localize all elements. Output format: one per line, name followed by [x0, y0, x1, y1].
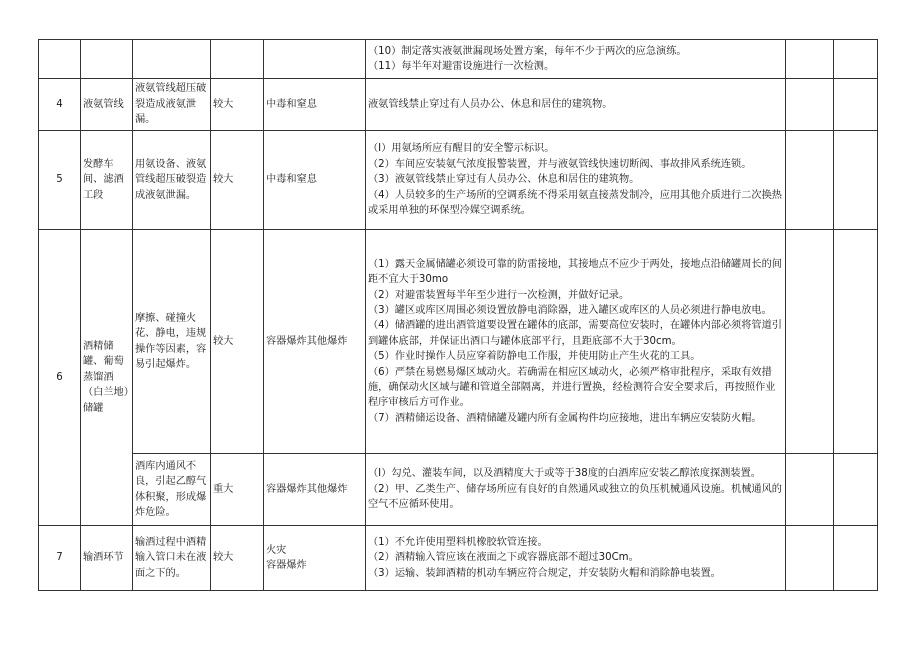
measure-item: （4）人员较多的生产场所的空调系统不得采用氨直接蒸发制冷，应用其他介质进行二次换热或采用单独的环保型冷媒空调系统。: [368, 189, 782, 217]
measure-item: （11）每半年对避雷设施进行一次检测。: [368, 61, 555, 72]
cause-cell: 输酒过程中酒精输入管口未在液面之下的。: [133, 526, 211, 591]
row-number: 5: [39, 131, 81, 230]
blank-cell: [786, 526, 834, 591]
blank-cell: [834, 40, 878, 79]
risk-level-cell: [211, 40, 264, 79]
measure-item: （2）甲、乙类生产、储存场所应有良好的自然通风或独立的负压机械通风设施。机械通风的空气不应循环使用。: [368, 483, 782, 511]
blank-cell: [786, 454, 834, 526]
blank-cell: [786, 131, 834, 230]
cause-cell: 用氨设备、液氨管线超压破裂造成液氨泄漏。: [133, 131, 211, 230]
measures-cell: [366, 40, 786, 79]
measure-item: （I）用氨场所应有醒目的安全警示标识。: [368, 143, 555, 155]
measure-item: （I）勾兑、灌装车间，以及酒精度大于或等于38度的白酒库应安装乙醇浓度探测装置。: [368, 468, 761, 480]
measure-item: 液氨管线禁止穿过有人员办公、休息和居住的建筑物。: [368, 98, 613, 110]
measure-item: （4）储酒罐的进出酒管道要设置在罐体的底部，需要高位安装时，在罐体内部必须将管道引到罐体底部，并保证出酒口与罐体底部平行，且距底部不大于30cm。: [368, 320, 782, 347]
table-row: [39, 454, 878, 526]
measures-cell: [366, 131, 786, 230]
blank-cell: [786, 79, 834, 131]
cause-cell: 摩擦、碰撞火花、静电，违规操作等因素，容易引起爆炸。: [133, 230, 211, 454]
row-number: [39, 40, 81, 79]
measure-item: （6）严禁在易燃易爆区域动火。若确需在相应区域动火，必须严格审批程序，采取有效措施，确保动火区域与罐和管道全部隔离，并进行置换，经检测符合安全要求后，再按照作业程序审核后方可作业。: [368, 366, 776, 409]
table-row: [39, 526, 878, 591]
accident-type-line: 火灾: [266, 544, 287, 556]
measure-item: （3）液氨管线禁止穿过有人员办公、休息和居住的建筑物。: [368, 174, 640, 186]
table-row: [39, 131, 878, 230]
risk-level-cell: 较大: [211, 79, 264, 131]
risk-level-cell: 较大: [211, 131, 264, 230]
table-row: [39, 230, 878, 454]
accident-type-cell: 中毒和窒息: [264, 79, 366, 131]
blank-cell: [834, 131, 878, 230]
blank-cell: [834, 79, 878, 131]
measures-cell: [366, 230, 786, 454]
risk-level-cell: 较大: [211, 230, 264, 454]
measure-item: （1）不允许使用塑料机橡胶软管连接。: [368, 536, 548, 548]
table-row: [39, 40, 878, 79]
measure-item: （10）制定落实液氨泄漏现场处置方案，每年不少于两次的应急演练。: [368, 45, 687, 57]
blank-cell: [786, 230, 834, 454]
location-cell: [81, 40, 133, 79]
measures-cell: [366, 79, 786, 131]
accident-type-cell: [264, 40, 366, 79]
measure-item: （2）酒精输入管应该在液面之下或容器底部不超过30Cm。: [368, 552, 639, 564]
blank-cell: [834, 454, 878, 526]
accident-type-cell: 容器爆炸其他爆炸: [264, 230, 366, 454]
measures-cell: [366, 454, 786, 526]
blank-cell: [786, 40, 834, 79]
cause-cell: 液氨管线超压破裂造成液氨泄漏。: [133, 79, 211, 131]
measure-item: （1）露天金属储罐必须设可靠的防雷接地，其接地点不应少于两处，接地点沿储罐周长的间距不宜大于30mo: [368, 258, 782, 286]
measure-item: （7）酒精储运设备、酒精储罐及罐内所有金属构件均应接地，进出车辆应安装防火帽。: [368, 412, 762, 424]
blank-cell: [834, 230, 878, 454]
risk-level-cell: 较大: [211, 526, 264, 591]
cause-cell: 酒库内通风不良，引起乙醇气体积聚，形成爆炸危险。: [133, 454, 211, 526]
risk-level-cell: 重大: [211, 454, 264, 526]
measure-item: （2）车间应安装氨气浓度报警装置，并与液氨管线快速切断阀、事故排风系统连锁。: [368, 158, 752, 170]
accident-type-cell: 容器爆炸其他爆炸: [264, 454, 366, 526]
location-cell: 发酵车间、滤酒工段: [81, 131, 133, 230]
cause-cell: [133, 40, 211, 79]
accident-type-line: 容器爆炸: [266, 560, 307, 571]
location-cell: 输酒环节: [81, 526, 133, 591]
measure-item: （3）罐区或库区周围必须设置放静电消除器，进入罐区或库区的人员必须进行静电放电。: [368, 304, 772, 316]
accident-type-cell: [264, 526, 366, 591]
measure-item: （5）作业时操作人员应穿着防静电工作服，并使用防止产生火花的工具。: [368, 351, 701, 363]
measure-item: （3）运输、装卸酒精的机动车辆应符合规定，并安装防火帽和消除静电装置。: [368, 567, 721, 579]
row-number: 7: [39, 526, 81, 591]
location-cell: 酒精储罐、葡萄蒸馏酒（白兰地）储罐: [81, 230, 133, 526]
blank-cell: [834, 526, 878, 591]
measure-item: （2）对避雷装置每半年至少进行一次检测，并做好记录。: [368, 289, 630, 301]
measures-cell: [366, 526, 786, 591]
risk-table: [38, 39, 878, 591]
location-cell: 液氨管线: [81, 79, 133, 131]
accident-type-cell: 中毒和窒息: [264, 131, 366, 230]
table-row: [39, 79, 878, 131]
row-number: 6: [39, 230, 81, 526]
row-number: 4: [39, 79, 81, 131]
